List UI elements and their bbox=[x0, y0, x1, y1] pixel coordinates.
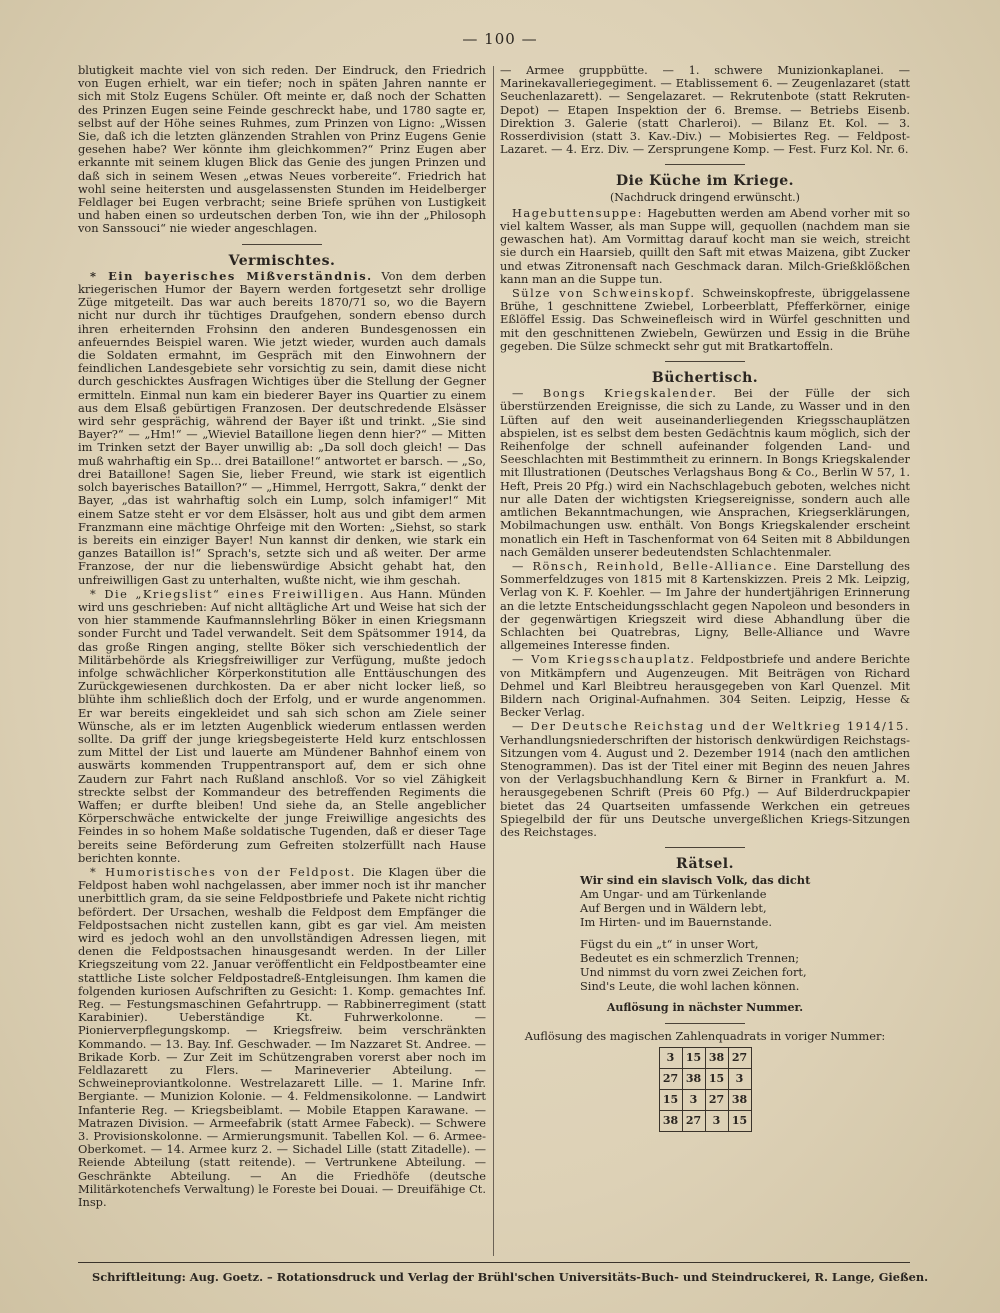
recipe-text: Schweinskopfreste, übriggelassene Brühe, 1 geschnittene Zwiebel, Lorbeerblatt, Pfefferkörner, einige Eßlöffel Essig. Das Schweinefleisch wird in Würfel geschnitten und mit den geschnittenen Zwiebeln, Gewürzen und Essig in die Brühe gegeben. Die Sülze schmeckt sehr gut mit Bratkartoffeln. bbox=[500, 286, 910, 353]
square-row bbox=[659, 1110, 751, 1131]
article-title: * Humoristisches von der Feldpost. bbox=[90, 864, 356, 879]
square-cell: 27 bbox=[682, 1110, 705, 1131]
square-cell: 3 bbox=[659, 1047, 682, 1068]
square-cell: 15 bbox=[682, 1047, 705, 1068]
right-column bbox=[500, 64, 910, 1132]
intro-paragraph: blutigkeit machte viel von sich reden. Der Eindruck, den Friedrich von Eugen erhielt, war ein tiefer; noch in späten Jahren nannte er sich mit Stolz Eugens Schüler. Oft meinte er, daß noch der Schatten des Prinzen Eugen seine Feinde geschreckt habe, und 1780 sagte er, selbst auf der Höhe seines Ruhmes, zum Prinzen von Ligno: „Wissen Sie, daß ich die letzten glänzenden Strahlen von Prinz Eugens Genie gesehen habe? Wer könnte ihm gleichkommen?“ Prinz Eugen aber erkannte mit seinem klugen Blick das Genie des jungen Prinzen und daß sich in seinem Wesen „etwas Neues vorbereite“. Friedrich hat wohl seine heitersten und ausgelassensten Stunden im Heidelberger Feldlager bei Eugen verbracht; seine Briefe sprühen von Lustigkeit und haben einen so urdeutschen derben Ton, wie ihn der „Philosoph von Sanssouci“ nie wieder angeschlagen. bbox=[78, 63, 486, 236]
article-text: Die Klagen über die Feldpost haben wohl nachgelassen, aber immer noch ist ihr mancher unerbittlich gram, da sie seine Feldpostbriefe und Pakete nicht richtig befördert. Der Ursachen, weshalb die Feldpost dem Empfänger die Feldpostsachen nicht zustellen kann, gibt es gar viel. Am meisten wird es jedoch wohl an den unvollständigen Adressen liegen, mit denen die Feldpostsachen hinausgesandt werden. In der Liller Kriegszeitung vom 22. Januar veröffentlicht ein Feldpostbeamter eine stattliche Liste solcher Feldpostadreß-Entgleisungen. Ihm kamen die folgenden kuriosen Aufschriften zu Gesicht: 1. Komp. gemachtes Inf. Reg. — Festungsmaschinen Gefahrtrupp. — Rabbinerregiment (statt Karabinier). Ueberständige Kt. Fuhrwerkolonne. — Pionierverpflegungskomp. — Kriegsfreiw. beim verschränkten Kommando. — 13. Bay. Inf. Geschwader. — Im Nazzaret St. Andree. — Brikade Korb. — Zur Zeit im Schützengraben vorerst aber noch im Feldlazarett zu Flers. — Marineverier Abteilung. — Schweineproviantkolonne. Westrelazarett Lille. — 1. Marine Infr. Bergiante. — Munizion Kolonie. — 4. Feldmensikolonne. — Landwirt Infanterie Reg. — Kriegsbeiblamt. — Mobile Etappen Karawane. — Matrazen Division. — Armeefabrik (statt Armee Fabeck). — Schwere 3. Provisionskolonne. — Armierungsmunit. Tabellen Kol. — 6. Armee-Oberkomet. — 14. Armee kurz 2. — Sichadel Lille (statt Zitadelle). — Reiende Abteilung (statt reitende). — Vertrunkene Abteilung. — Geschränkte Abteilung. — An die Friedhöfe (deutsche Militärkotenchefs Verwaltung) le Foreste bei Douai. — Dreuifähige Ct. Insp. bbox=[78, 864, 486, 1210]
article-bayern bbox=[78, 270, 486, 587]
divider bbox=[665, 164, 745, 165]
recipe-suelze bbox=[500, 287, 910, 353]
magic-square-caption: Auflösung des magischen Zahlenquadrats in voriger Nummer: bbox=[524, 1028, 886, 1043]
square-cell: 38 bbox=[728, 1089, 751, 1110]
section-heading-vermischtes: Vermischtes. bbox=[228, 252, 336, 269]
book-title: — Vom Kriegsschauplatz. bbox=[512, 652, 696, 667]
square-row bbox=[659, 1047, 751, 1068]
section-heading-kueche: Die Küche im Kriege. bbox=[615, 173, 795, 190]
article-title: * Die „Kriegslist“ eines Freiwilligen. bbox=[90, 586, 365, 601]
magic-square bbox=[659, 1047, 752, 1132]
divider bbox=[665, 847, 745, 848]
book-reichstag bbox=[500, 720, 910, 839]
divider bbox=[665, 361, 745, 362]
book-text: Bei der Fülle der sich überstürzenden Ereignisse, die sich zu Lande, zu Wasser und in den Lüften auf den weit auseinanderliegenden Kriegsschauplätzen abspielen, ist es selbst dem besten Gedächtnis kaum möglich, sich der Reihenfolge der schnell aufeinander folgenden Land- und Seeschlachten mit Bestimmtheit zu erinnern. In Bongs Kriegskalender mit Illustrationen (Deutsches Verlagshaus Bong & Co., Berlin W 57, 1. Heft, Preis 20 Pfg.) wird ein Nachschlagebuch geboten, welches nicht nur alle Daten der wichtigsten Kriegsereignisse, sondern auch alle amtlichen Bekanntmachungen, wie Ansprachen, Kriegserklärungen, Mobilmachungen usw. enthält. Von Bongs Kriegskalender erscheint monatlich ein Heft in Taschenformat von 64 Seiten mit 8 Abbildungen nach Gemälden unserer bedeutendsten Schlachtenmaler. bbox=[500, 386, 910, 559]
article-feldpost bbox=[78, 866, 486, 1209]
book-title: — Der Deutsche Reichstag und der Weltkrieg 1914/15. bbox=[512, 719, 910, 734]
book-text: Eine Darstellung des Sommerfeldzuges von 1815 mit 8 Kartenskizzen. Preis 2 Mk. Leipzig, Verlag von K. F. Koehler. — Im Jahre der hundertjährigen Erinnerung an die letzte Entscheidungsschlacht gegen Napoleon und besonders in der gegenwärtigen Kriegszeit wird diese Abhandlung über die Schlachten bei Quatrebras, Ligny, Belle-Alliance und Wavre allgemeines Interesse finden. bbox=[500, 558, 911, 653]
riddle-line: Am Ungar- und am Türkenlande bbox=[580, 887, 767, 902]
book-title: — Rönsch, Reinhold, Belle-Alliance. bbox=[512, 558, 779, 573]
recipe-title: Sülze von Schweinskopf. bbox=[512, 286, 696, 301]
riddle-stanza-2 bbox=[580, 937, 910, 993]
square-cell: 15 bbox=[728, 1110, 751, 1131]
article-text: Aus Hann. Münden wird uns geschrieben: Auf nicht alltägliche Art und Weise hat sich der von hier stammende Kaufmannslehrling Böker in einen Kriegsmann sonder Furcht und Tadel verwandelt. Seit dem Spätsommer 1914, da das große Ringen anging, stellte Böker sich verschiedentlich der Militärbehörde als Kriegsfreiwilliger zur Verfügung, mußte jedoch infolge schwächlicher Körperkonstitution alle Enttäuschungen des Zurückgewiesenen durchkosten. Da er aber nicht locker ließ, so blühte ihm schließlich doch der Erfolg, und er wurde angenommen. Er war bereits eingekleidet und sah sich schon am Ziele seiner Wünsche, als er im letzten Augenblick wiederum entlassen werden sollte. Da griff der junge kriegsbegeisterte Held kurz entschlossen zum Mittel der List und lauerte am Mündener Bahnhof einem von auswärts kommenden Truppentransport auf, dem er sich ohne Zaudern zur Fahrt nach Rußland anschloß. Vor so viel Zähigkeit streckte selbst der Kommandeur des betreffenden Regiments die Waffen; er durfte bleiben! Und siehe da, an Stelle angeblicher Körperschwäche entwickelte der junge Freiwillige angesichts des Feindes in so hohem Maße soldatische Tugenden, daß er dieser Tage bereits seine Beförderung zum Gefreiten stolzerfüllt nach Hause berichten konnte. bbox=[78, 586, 487, 865]
square-cell: 27 bbox=[659, 1068, 682, 1089]
riddle-line: Bedeutet es ein schmerzlich Trennen; bbox=[580, 951, 800, 966]
riddle-line: Fügst du ein „t“ in unser Wort, bbox=[580, 937, 759, 952]
section-heading-buechertisch: Büchertisch. bbox=[651, 370, 759, 387]
book-kriegsschauplatz bbox=[500, 653, 910, 719]
square-cell: 3 bbox=[728, 1068, 751, 1089]
divider bbox=[242, 244, 322, 245]
book-title: — Bongs Kriegskalender. bbox=[512, 386, 718, 401]
square-cell: 38 bbox=[705, 1047, 728, 1068]
square-cell: 3 bbox=[705, 1110, 728, 1131]
riddle-stanza-1 bbox=[580, 873, 910, 929]
riddle-line: Und nimmst du vorn zwei Zeichen fort, bbox=[580, 965, 807, 980]
square-cell: 15 bbox=[705, 1068, 728, 1089]
recipe-hagebutten bbox=[500, 207, 910, 286]
square-cell: 38 bbox=[659, 1110, 682, 1131]
recipe-text: Hagebutten werden am Abend vorher mit so viel kaltem Wasser, als man Suppe will, gequollen (nachdem man sie gewaschen hat). Am Vormittag darauf kocht man sie weich, streicht sie durch ein Haarsieb, quillt den Saft mit etwas Maizena, gibt Zucker und etwas Zitronensaft nach Geschmack daran. Milch-Grießklößchen kann man an die Suppe tun. bbox=[500, 205, 911, 286]
article-kriegslist bbox=[78, 588, 486, 865]
left-column bbox=[78, 64, 486, 1210]
square-row bbox=[659, 1068, 751, 1089]
riddle-line: Auf Bergen und in Wäldern lebt, bbox=[580, 901, 767, 916]
square-cell: 3 bbox=[682, 1089, 705, 1110]
feldpost-continued: — Armee gruppbütte. — 1. schwere Munizionkaplanei. — Marinekavalleriegegiment. — Etablissement 6. — Zeugenlazaret (statt Seuchenlazarett). — Sengelazaret. — Rekrutenbote (statt Rekruten-Depot) — Etapen Inspektion der 6. Bremse. — Betriebs Eisenb. Direktion 3. Galerie (statt Charleroi). — Bilanz Et. Kol. — 3. Rosserdivision (statt 3. Kav.-Div.) — Mobisiertes Reg. — Feldpost-Lazaret. — 4. Erz. Div. — Zersprungene Komp. — Fest. Furz Kol. Nr. 6. bbox=[500, 63, 910, 157]
book-text: Feldpostbriefe und andere Berichte von Mitkämpfern und Augenzeugen. Mit Beiträgen von Richard Dehmel und Karl Bleibtreu herausgegeben von Karl Quenzel. Mit Bildern nach Original-Aufnahmen. 304 Seiten. Leipzig, Hesse & Becker Verlag. bbox=[500, 652, 911, 720]
kitchen-subtitle: (Nachdruck dringend erwünscht.) bbox=[610, 190, 800, 204]
square-cell: 27 bbox=[728, 1047, 751, 1068]
book-bongs bbox=[500, 387, 910, 559]
riddle-line: Im Hirten- und im Bauernstande. bbox=[580, 915, 772, 930]
riddle-solution-note: Auflösung in nächster Nummer. bbox=[606, 1001, 804, 1015]
riddle-poem bbox=[500, 873, 910, 993]
square-cell: 27 bbox=[705, 1089, 728, 1110]
article-title: * Ein bayerisches Mißverständnis. bbox=[90, 268, 373, 283]
article-text: Von dem derben kriegerischen Humor der Bayern werden fortgesetzt sehr drollige Züge mitgeteilt. Das war auch bereits 1870/71 so, wo die Bayern nicht nur durch ihr tüchtiges Draufgehen, sondern ebenso durch ihren erheiternden Frohsinn den anderen Bundesgenossen ein anfeuerndes Beispiel waren. Wie jetzt wieder, wurden auch damals die Soldaten ermahnt, im Gespräch mit den Einwohnern der feindlichen Landesgebiete sehr vorsichtig zu sein, damit diese nicht durch geschicktes Ausfragen Wichtiges über die Stellung der Gegner ermitteln. Einmal nun kam ein biederer Bayer ins Quartier zu einem aus dem Elsaß gebürtigen Franzosen. Der deutschredende Elsässer wird sehr gesprächig, während der Bayer ißt und trinkt. „Sie sind Bayer?“ — „Hm!“ — „Wieviel Bataillone liegen denn hier?“ — Mitten im Trinken setzt der Bayer unwillig ab: „Da soll doch gleich! — Das muß wahrhaftig ein Sp... drei Bataillone!“ antwortet er barsch. — „So, drei Bataillone! Sagen Sie, lieber Freund, wie stark ist eigentlich solch bayerisches Bataillon?“ — „Himmel, Herrgott, Sakra,“ denkt der Bayer, „das ist wahrhaftig solch ein Lump, solch infamiger!“ Mit einem Satze steht er vor dem Elsässer, holt aus und gibt dem armen Franzmann eine mächtige Ohrfeige mit den Worten: „Siehst, so stark is bereits ein einziger Bayer! Nun kannst dir denken, wie stark ein ganzes Bataillon is!“ Sprach's, setzte sich und aß weiter. Der arme Franzose, der nur die liebenswürdige Absicht gehabt hat, den unfreiwilligen Gast zu unterhalten, wußte nicht, wie ihm geschah. bbox=[78, 268, 487, 587]
recipe-title: Hagebuttensuppe: bbox=[512, 205, 643, 220]
square-cell: 15 bbox=[659, 1089, 682, 1110]
riddle-line: Wir sind ein slavisch Volk, das dicht bbox=[580, 873, 811, 888]
book-text: Verhandlungsniederschriften der historisch denkwürdigen Reichstags-Sitzungen vom 4. August und 2. Dezember 1914 (nach den amtlichen Stenogrammen). Das ist der Titel einer mit Beginn des neuen Jahres von der Verlagsbuchhandlung Kern & Birner in Frankfurt a. M. herausgegebenen Schrift (Preis 60 Pfg.) — Auf Bilderdruckpapier bietet das 24 Quartseiten umfassende Werkchen ein getreues Spiegelbild der für uns Deutsche unvergeßlichen Kriegs-Sitzungen des Reichstages. bbox=[500, 732, 910, 839]
book-belle-alliance bbox=[500, 560, 910, 652]
column-rule bbox=[493, 66, 494, 1256]
section-heading-raetsel: Rätsel. bbox=[676, 856, 734, 873]
divider bbox=[665, 1023, 745, 1024]
square-row bbox=[659, 1089, 751, 1110]
imprint-footer: Schriftleitung: Aug. Goetz. – Rotationsdruck und Verlag der Brühl'schen Universitäts-Buch- und Steindruckerei, R. Lange, Gießen. bbox=[92, 1270, 929, 1284]
footer-rule bbox=[78, 1262, 910, 1263]
page-number: — 100 — bbox=[462, 30, 538, 48]
square-cell: 38 bbox=[682, 1068, 705, 1089]
riddle-line: Sind's Leute, die wohl lachen können. bbox=[580, 979, 800, 994]
